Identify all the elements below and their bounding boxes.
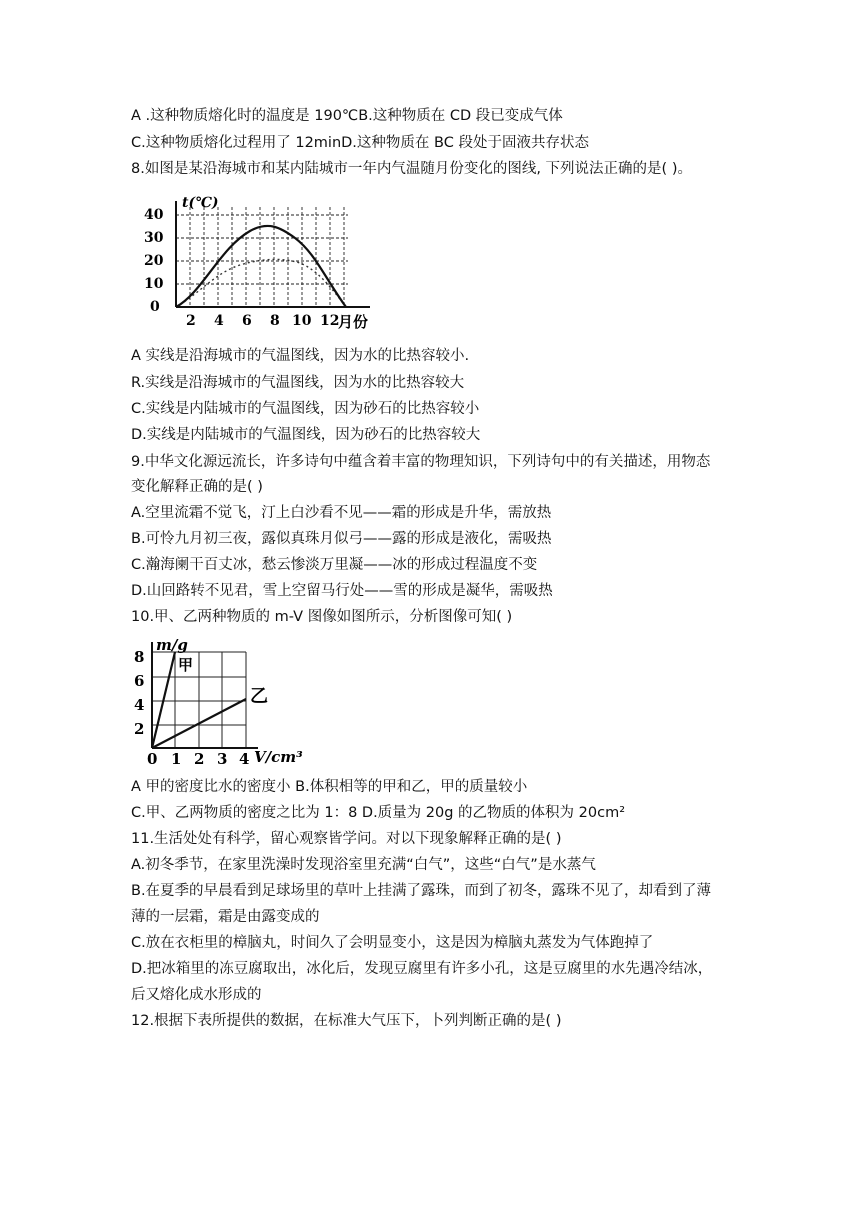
q10-label-jia: 甲 <box>178 656 194 674</box>
q8-option-b: R.实线是沿海城市的气温图线，因为水的比热容较大 <box>131 375 465 391</box>
q10-xtick: 3 <box>217 750 228 768</box>
q7-options-cd: C.这种物质熔化过程用了 12minD.这种物质在 BC 段处于固液共存状态 <box>131 135 589 151</box>
q9-option-d: D.山回路转不见君，雪上空留马行处——雪的形成是凝华，需吸热 <box>131 583 553 599</box>
question-10: 10.甲、乙两种物质的 m-V 图像如图所示，分析图像可知( ) <box>131 609 513 625</box>
q8-option-c: C.实线是内陆城市的气温图线，因为砂石的比热容较小 <box>131 401 480 417</box>
question-11: 11.生活处处有科学，留心观察皆学问。对以下现象解释正确的是( ) <box>131 831 562 847</box>
q11-option-a: A.初冬季节，在家里洗澡时发现浴室里充满“白气”，这些“白气”是水蒸气 <box>131 857 596 873</box>
q10-xtick: 0 <box>147 750 158 768</box>
q10-xtick: 2 <box>194 750 205 768</box>
q9-option-c: C.瀚海阑干百丈冰，愁云惨淡万里凝——冰的形成过程温度不变 <box>131 557 538 573</box>
q8-y-label: t(℃) <box>182 195 219 211</box>
q8-option-d: D.实线是内陆城市的气温图线，因为砂石的比热容较大 <box>131 427 481 443</box>
q10-graph-svg <box>128 636 328 768</box>
q10-ytick: 4 <box>134 696 145 714</box>
q10-ytick: 2 <box>134 720 145 738</box>
q8-xtick: 12 <box>320 313 340 329</box>
q10-grid <box>152 652 246 748</box>
q11-option-d-line2: 后又熔化成水形成的 <box>131 987 262 1003</box>
q10-xtick: 1 <box>171 750 182 768</box>
q8-grid <box>176 207 348 307</box>
q9-option-b: B.可怜九月初三夜，露似真珠月似弓——露的形成是液化，需吸热 <box>131 531 552 547</box>
q8-option-a: A 实线是沿海城市的气温图线，因为水的比热容较小. <box>131 348 470 364</box>
q10-mv-graph <box>128 636 328 768</box>
q10-options-cd: C.甲、乙两物质的密度之比为 1：8 D.质量为 20g 的乙物质的体积为 20cm² <box>131 805 626 821</box>
q8-ytick: 10 <box>144 276 164 292</box>
q8-ytick: 40 <box>144 207 164 223</box>
q8-xtick: 6 <box>242 313 252 329</box>
q8-xtick: 10 <box>292 313 312 329</box>
q11-option-b-line2: 薄的一层霜，霜是由露变成的 <box>131 909 320 925</box>
q8-x-label: 月份 <box>338 313 369 331</box>
q8-temperature-graph <box>140 193 390 333</box>
q8-ytick: 30 <box>144 230 164 246</box>
question-9-line1: 9.中华文化源远流长，许多诗句中蕴含着丰富的物理知识，下列诗句中的有关描述，用物态 <box>131 454 711 470</box>
q10-xtick: 4 <box>239 750 250 768</box>
q10-x-label: V/cm³ <box>254 748 303 766</box>
q11-option-b-line1: B.在夏季的早晨看到足球场里的草叶上挂满了露珠，而到了初冬，露珠不见了，却看到了薄 <box>131 883 712 899</box>
question-12: 12.根据下表所提供的数据，在标准大气压下，卜列判断正确的是( ) <box>131 1013 562 1029</box>
q8-ytick: 0 <box>150 299 160 315</box>
q8-xtick: 4 <box>214 313 224 329</box>
q10-options-ab: A 甲的密度比水的密度小 B.体积相等的甲和乙，甲的质量较小 <box>131 779 528 795</box>
q7-options-ab: A .这种物质熔化时的温度是 190℃B.这种物质在 CD 段已变成气体 <box>131 108 563 124</box>
q10-ytick: 6 <box>134 672 145 690</box>
q10-label-yi: 乙 <box>250 686 268 707</box>
question-8: 8.如图是某沿海城市和某内陆城市一年内气温随月份变化的图线, 下列说法正确的是( )。 <box>131 161 692 177</box>
q9-option-a: A.空里流霜不觉飞，汀上白沙看不见——霜的形成是升华，需放热 <box>131 505 552 521</box>
q8-xtick: 2 <box>186 313 196 329</box>
q8-xtick: 8 <box>270 313 280 329</box>
q11-option-d-line1: D.把冰箱里的冻豆腐取出，冰化后，发现豆腐里有许多小孔，这是豆腐里的水先遇冷结冰， <box>131 961 713 977</box>
q10-line-jia <box>152 652 175 748</box>
q8-graph-svg <box>140 193 390 333</box>
q10-ytick: 8 <box>134 648 145 666</box>
question-9-line2: 变化解释正确的是( ) <box>131 479 263 495</box>
q8-ytick: 20 <box>144 253 164 269</box>
q11-option-c: C.放在衣柜里的樟脑丸，时间久了会明显变小，这是因为樟脑丸蒸发为气体跑掉了 <box>131 935 654 951</box>
q10-y-label: m/g <box>156 636 188 654</box>
